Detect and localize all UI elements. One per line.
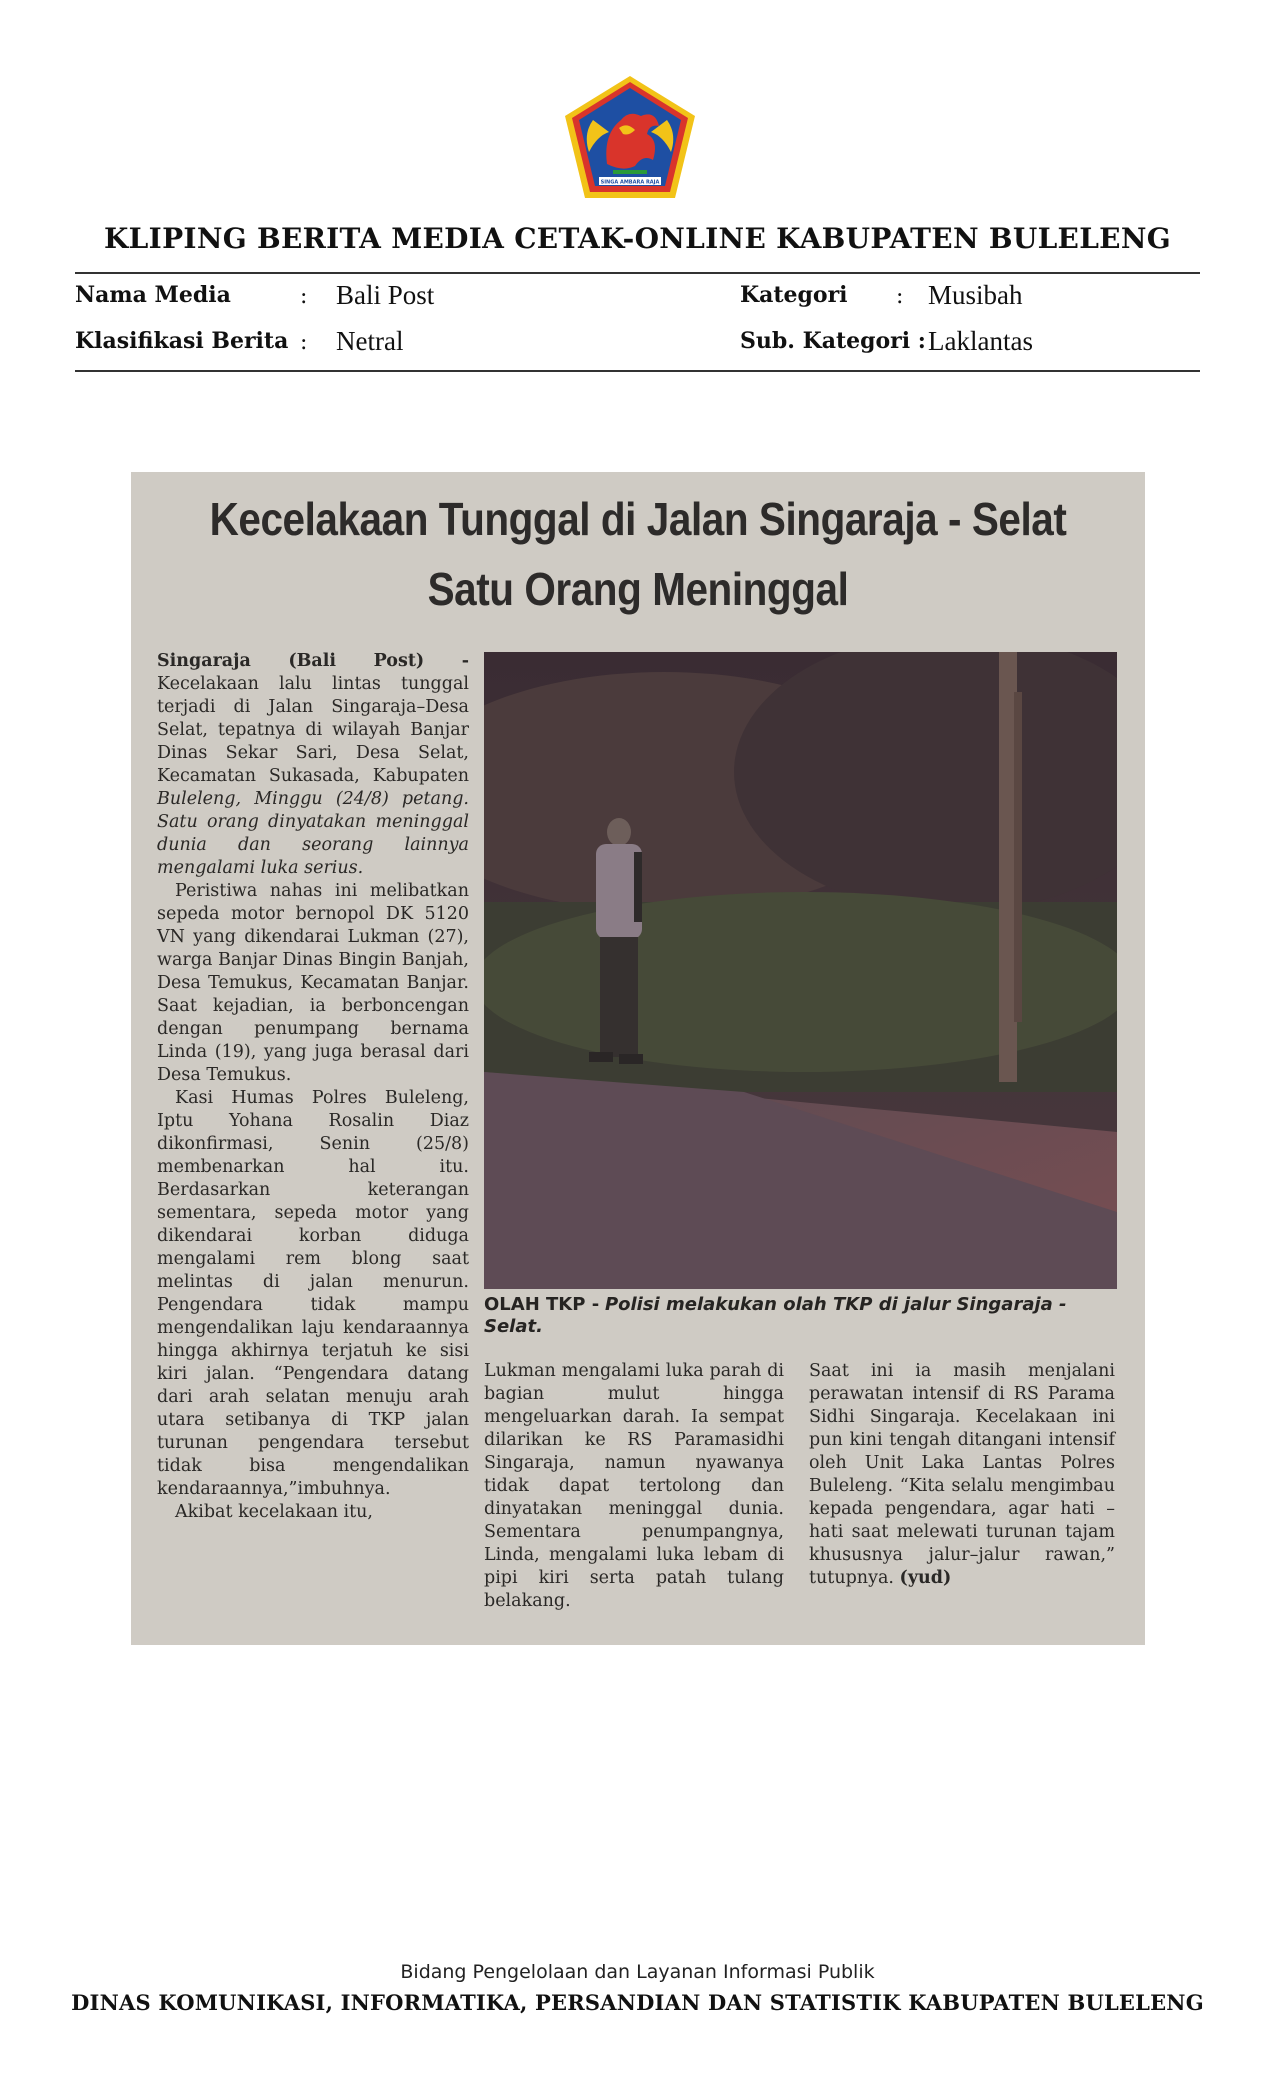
classification-label: Klasifikasi Berita bbox=[75, 328, 289, 354]
media-name-value: Bali Post bbox=[336, 280, 435, 310]
caption-label: OLAH TKP - bbox=[484, 1294, 600, 1315]
footer-division: Bidang Pengelolaan dan Layanan Informasi Publik bbox=[400, 1961, 875, 1983]
classification-colon: : bbox=[300, 330, 308, 355]
news-photo bbox=[484, 652, 1117, 1289]
col3-paragraph: Saat ini ia masih menjalani perawatan intensif di RS Parama Sidhi Singaraja. Kecelakaan ini pun kini tengah ditangani intensif oleh Unit Laka Lantas Polres Buleleng. “Kita selalu mengimbau kepada pengendara, agar hati – hati saat melewati turunan tajam khususnya jalur–jalur rawan,” tutupnya. bbox=[809, 1361, 1115, 1588]
category-colon: : bbox=[896, 284, 904, 309]
col1-paragraph-3: Kasi Humas Polres Buleleng, Iptu Yohana Rosalin Diaz dikonfirmasi, Senin (25/8) membenarkan hal itu. Berdasarkan keterangan sementara, sepeda motor yang dikendarai korban diduga mengalami rem blong saat melintas di jalan menurun. Pengendara tidak mampu mengendalikan laju kendaraannya hingga akhirnya terjatuh ke sisi kiri jalan. “Pengendara datang dari arah selatan menuju arah utara setibanya di TKP jalan turunan pengendara tersebut tidak bisa mengendalikan kendaraannya,”imbuhnya. bbox=[157, 1088, 469, 1499]
top-divider bbox=[75, 272, 1200, 274]
footer-agency: DINAS KOMUNIKASI, INFORMATIKA, PERSANDIAN DAN STATISTIK KABUPATEN BULELENG bbox=[71, 1990, 1204, 2015]
subcategory-label: Sub. Kategori : bbox=[740, 328, 926, 354]
media-name-label: Nama Media bbox=[75, 282, 231, 308]
article-column-1 bbox=[157, 650, 469, 1524]
col1-paragraph-1-italic: Buleleng, Minggu (24/8) petang. Satu orang dinyatakan meninggal dunia dan seorang lainnya mengalami luka serius. bbox=[157, 789, 469, 878]
newspaper-clipping bbox=[131, 472, 1145, 1645]
headline-line1: Kecelakaan Tunggal di Jalan Singaraja - Selat bbox=[209, 493, 1067, 545]
page-title: KLIPING BERITA MEDIA CETAK-ONLINE KABUPATEN BULELENG bbox=[104, 222, 1171, 255]
col1-paragraph-2: Peristiwa nahas ini melibatkan sepeda motor bernopol DK 5120 VN yang dikendarai Lukman (27), warga Banjar Dinas Bingin Banjah, Desa Temukus, Kecamatan Banjar. Saat kejadian, ia berboncengan dengan penumpang bernama Linda (19), yang juga berasal dari Desa Temukus. bbox=[157, 881, 469, 1085]
singa-ambara-raja-logo bbox=[563, 74, 698, 202]
classification-value: Netral bbox=[336, 326, 404, 356]
photo-caption bbox=[484, 1294, 1117, 1338]
article-column-2 bbox=[484, 1360, 784, 1613]
col2-paragraph: Lukman mengalami luka parah di bagian mulut hingga mengeluarkan darah. Ia sempat dilarikan ke RS Paramasidhi Singaraja, namun nyawanya tidak dapat tertolong dan dinyatakan meninggal dunia. Sementara penumpangnya, Linda, mengalami luka lebam di pipi kiri serta patah tulang belakang. bbox=[484, 1361, 784, 1611]
category-value: Musibah bbox=[928, 280, 1023, 310]
category-label: Kategori bbox=[740, 282, 848, 308]
bottom-divider bbox=[75, 370, 1200, 372]
dateline: Singaraja (Bali Post) - bbox=[157, 651, 469, 671]
col1-paragraph-1: Kecelakaan lalu lintas tunggal terjadi di Jalan Singaraja–Desa Selat, tepatnya di wilayah Banjar Dinas Sekar Sari, Desa Selat, Kecamatan Sukasada, Kabupaten bbox=[157, 674, 469, 786]
media-name-colon: : bbox=[300, 284, 308, 309]
logo-caption: SINGA AMBARA RAJA bbox=[600, 179, 660, 186]
col1-paragraph-4: Akibat kecelakaan itu, bbox=[175, 1502, 373, 1522]
byline: (yud) bbox=[899, 1568, 952, 1588]
article-column-3 bbox=[809, 1360, 1115, 1590]
headline-line2: Satu Orang Meninggal bbox=[427, 563, 849, 615]
subcategory-value: Laklantas bbox=[928, 326, 1033, 356]
caption-text: Polisi melakukan olah TKP di jalur Singaraja - Selat. bbox=[484, 1294, 1067, 1337]
